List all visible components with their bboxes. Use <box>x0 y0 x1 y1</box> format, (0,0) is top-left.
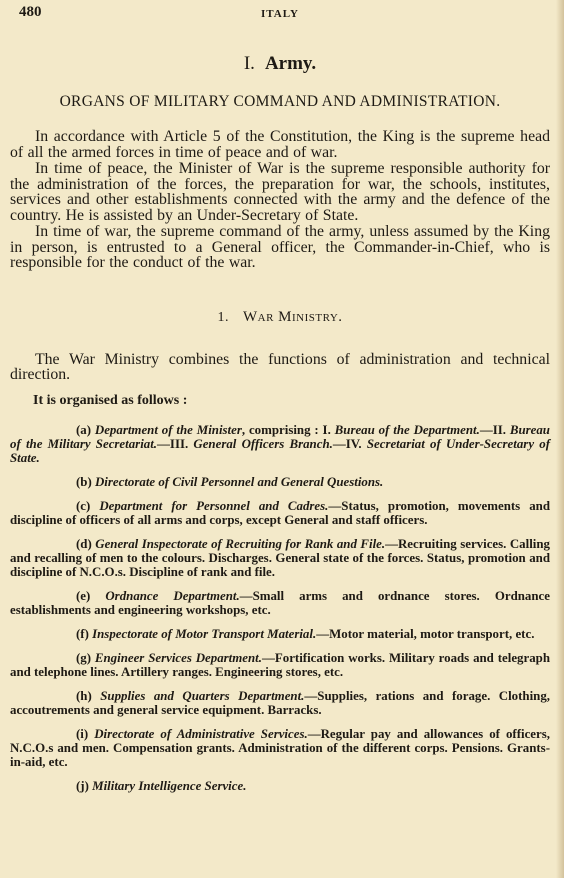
item-heading: Military Intelligence Service. <box>92 778 247 793</box>
item-label: (f) <box>76 626 89 641</box>
item-label: (c) <box>76 498 91 513</box>
organisation-item <box>10 727 550 769</box>
part-number: I. <box>243 53 255 74</box>
item-text: —Small arms and ordnance stores. Ordnance establishments and engineering workshops, etc. <box>10 588 550 617</box>
item-label: (h) <box>76 688 92 703</box>
running-head <box>10 0 550 26</box>
item-heading: Directorate of Civil Personnel and General Questions. <box>95 474 384 489</box>
item-label: (j) <box>76 778 89 793</box>
organisation-item <box>10 589 550 617</box>
item-heading: Ordnance Department. <box>105 588 240 603</box>
organisation-item <box>10 423 550 465</box>
item-text: —Supplies, rations and forage. Clothing, accoutrements and general service equipment. Barracks. <box>10 688 550 717</box>
item-heading: Directorate of Administrative Services. <box>94 726 308 741</box>
item-text: , comprising : I. <box>241 422 335 437</box>
organisation-item <box>10 499 550 527</box>
section-title: War Ministry. <box>242 308 343 325</box>
item-text: —Recruiting services. Calling and recalling of men to the colours. Discharges. General state of the forces. Status, promotion and discipline of N.C.O.s. Discipline of rank and file. <box>10 536 550 579</box>
item-heading: Engineer Services Department. <box>94 650 262 665</box>
item-text: —IV. <box>332 436 367 451</box>
item-text: —II. <box>479 422 510 437</box>
item-heading: Supplies and Quarters Department. <box>100 688 305 703</box>
organisation-item <box>10 651 550 679</box>
organs-heading: ORGANS OF MILITARY COMMAND AND ADMINISTRATION. <box>59 93 501 110</box>
item-label: (g) <box>76 650 92 665</box>
item-label: (i) <box>76 726 89 741</box>
paragraph: In time of peace, the Minister of War is the supreme responsible authority for the administration of the forces, the preparation for war, the schools, institutes, services and other establishments connected with the army and the defence of the country. He is assisted by an Under-Secretary of State. <box>10 160 550 224</box>
page-edge-shadow <box>556 0 564 878</box>
paragraph: In time of war, the supreme command of the army, unless assumed by the King in person, is entrusted to a General officer, the Commander-in-Chief, who is responsible for the conduct of the war. <box>10 223 550 271</box>
item-text: —Motor material, motor transport, etc. <box>316 626 535 641</box>
item-heading: General Inspectorate of Recruiting for Rank and File. <box>95 536 386 551</box>
item-text: —Regular pay and allowances of officers, N.C.O.s and men. Compensation grants. Administration of the different corps. Pensions. Grants-in-aid, etc. <box>10 726 550 769</box>
item-text: —Status, promotion, movements and discipline of officers of all arms and corps, except General and staff officers. <box>10 498 550 527</box>
running-title: ITALY <box>260 8 300 20</box>
item-label: (b) <box>76 474 92 489</box>
item-text: —Fortification works. Military roads and telegraph and telephone lines. Artillery ranges. Engineering stores, etc. <box>10 650 550 679</box>
organisation-item <box>10 475 550 489</box>
item-label: (e) <box>76 588 91 603</box>
organisation-item <box>10 537 550 579</box>
part-title: Army. <box>264 53 317 74</box>
page-number: 480 <box>19 4 42 20</box>
paragraph: In accordance with Article 5 of the Constitution, the King is the supreme head of all the armed forces in time of peace and of war. <box>10 128 550 161</box>
organisation-list <box>10 423 550 793</box>
section-paragraph: The War Ministry combines the functions of administration and technical direction. <box>10 350 550 383</box>
item-heading: General Officers Branch. <box>193 436 333 451</box>
item-heading: Bureau of the Military Secretariat. <box>10 422 550 451</box>
item-heading: Department of the Minister <box>94 422 242 437</box>
item-text: —III. <box>157 436 194 451</box>
item-label: (a) <box>76 422 92 437</box>
item-heading: Inspectorate of Motor Transport Material. <box>92 626 317 641</box>
part-heading <box>10 53 550 75</box>
item-heading: Department for Personnel and Cadres. <box>99 498 329 513</box>
organisation-item <box>10 689 550 717</box>
item-heading: Secretariat of Under-Secretary of State. <box>10 436 550 465</box>
section-number: 1. <box>217 309 229 325</box>
organisation-item <box>10 627 550 641</box>
organisation-item <box>10 779 550 793</box>
organised-intro: It is organised as follows : <box>33 392 188 408</box>
item-heading: Bureau of the Department. <box>334 422 480 437</box>
item-label: (d) <box>76 536 92 551</box>
section-heading <box>10 309 550 326</box>
